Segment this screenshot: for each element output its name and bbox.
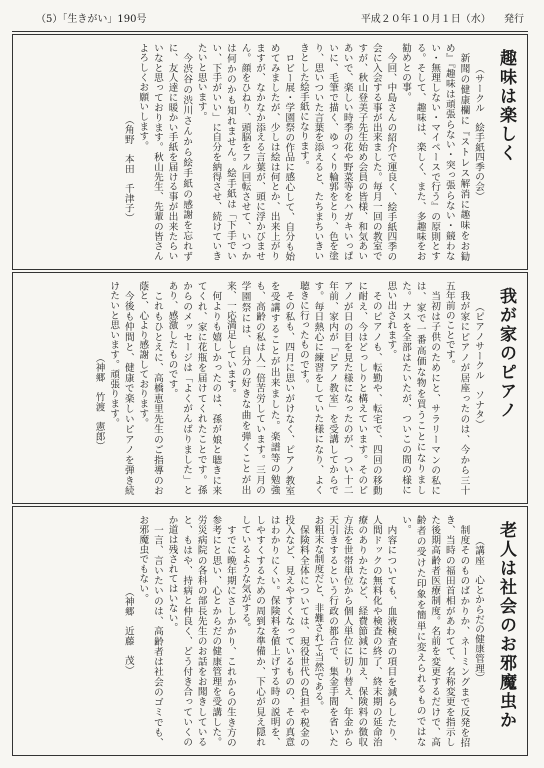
paragraph: その私も、四月に思いがけなく、ピアノ教室を受講することが出来ました。楽譜等の勉強も、高齢の私は人一倍苦労しています。三月の学園祭には、自分の好きな曲を弾くことが出来、一応満足しています。	[224, 281, 295, 495]
article-title: 老人は社会のお邪魔虫か	[496, 521, 516, 730]
paragraph: 制度そのものばかりか、ネーミングまで反発を招き、当時の福田首相があわてて、名称変更を指示した後期高齢者医療制度。名前を変更するだけで、高齢者の受けた印象を簡単に変えられるものではない。	[400, 515, 470, 747]
paragraph: 新聞の健康欄に『ストレス解消に趣味をお勧め』『趣味は頑張らない・突っ張らない・競わない・無理しない・マイペースで行う』の原則とする。そして、趣味は、楽しく、また、多趣味をお勧めとの事。	[400, 43, 470, 261]
paragraph: 何よりも嬉しかったのは、孫が娘と聴きに来てくれ、家に花瓶を届けてくれたことです。孫からのメッセージは「よくがんばりました」とあり、感激したものです。	[166, 281, 222, 495]
issue-date: 平成２０年１０月１日（水）	[360, 14, 491, 25]
article-byline: （角野 本田 千津子）	[122, 115, 134, 223]
paragraph: 今回、中島さんの紹介で運良く、絵手紙四季の会に入会する事が出来ました。毎月一回の教室ですが、秋山登美子先生始め会員の皆様、和気あいあいで、楽しい時季の花や野菜等をハガキいっぱいに、毛筆で描く、ゆっくり輪郭をとり、色を塗り、思いついた言葉を添えると、たちまちいきいきとした絵手紙になります。	[297, 43, 397, 261]
paragraph: 当初は子供のためにと、サラリーマンの私には、家で一番高価な物を買うことになりました。ナスを全部はたいたが、ついこの間の様に思い出されます。	[385, 281, 441, 495]
paragraph: すでに晩年期にさしかかり、これからの生き方の参考にと思い、心とからだの健康管理を受講した。労災病院の各科の部長先生のお話をお聞きしていると、もはや、持病と仲良く、どう付き合っていくのか道は残されてはいない。	[166, 515, 236, 747]
paragraph: ロビー展・学園祭の作品に感心して、自分も始めてみましたが、少しは絵は何とか、出来上がりますが、なかなか添える言葉が、頭に浮かびません。顔をひねり、頭脳をフル回転させて、いつかは何かのかも知れません。絵手紙は「下手でいい、下手がいい」に自分を納得させ、続けていきたいと思います。	[195, 43, 295, 261]
article-body	[21, 281, 485, 495]
issue-date-group	[351, 10, 524, 30]
article-body	[21, 43, 485, 261]
issue-number: （5）「生きがい」190号	[36, 14, 147, 25]
article-subtitle: （ピアノサークル ソナタ）	[473, 302, 484, 430]
paragraph: 内容についても、血液検査の項目を減らしたり、人間ドックの無料化や検査の終了、終末期の延命治療のありかたなど、経費節減に加え、保険料の徴収方法を世帯単位から個人単位に切り替え、年金から天引きするという行政の都合で、集金手間を省いたお粗末な制度だと、非難されて当然である。	[312, 515, 397, 747]
page-header	[12, 10, 528, 30]
article-subtitle: （サークル 絵手紙四季の会）	[473, 64, 484, 202]
paragraph: 今渋谷の渋川さんから絵手紙の感謝を忘れずに、友人達に暖かい手紙を届ける事が出来たらいいなと思っております。秋山先生、先輩の皆さんよろしくお願いします。	[137, 43, 193, 261]
article-piano	[12, 272, 528, 504]
article-title: 趣味は楽しく	[496, 49, 516, 163]
paragraph: 我が家にピアノが居座ったのは、今から三十五年前のことです。	[443, 281, 470, 495]
article-elderly	[12, 506, 528, 756]
article-hobby	[12, 34, 528, 270]
article-title: 我が家のピアノ	[496, 287, 516, 420]
article-subtitle: （講座 心とからだの健康管理）	[473, 536, 484, 684]
published-label: 発行	[504, 14, 524, 25]
article-byline: （神郷 竹渡 憲郎）	[93, 353, 105, 451]
article-body	[21, 515, 485, 747]
paragraph: 今後も仲間と、健康で楽しいピアノを弾き続けたいと思います。頑張ります。	[108, 281, 134, 495]
header-rule	[12, 31, 528, 32]
paragraph: 保険料全体については、現役世代の負担や税金の投入など、見えやすくなっているものの、その真意はわかりにくい。保険料を値上げする時の説明を、しやすくするための周到な準備か、下心が見え隠れしているような気がする。	[239, 515, 309, 747]
paragraph: そのピアノも、転勤や、転宅で、四回の移動に耐え、今はどっしりと構えています。そのピアノが日の目を見た様になったのが、つい十二年前、家内が「ピアノ教室」を受講してからです。毎日熱心に練習をしていた様になり、よく聴きに行ったものです。	[297, 281, 382, 495]
paragraph: これもひとえに、高橋恵里先生のご指導のお蔭と、心より感謝しております。	[137, 281, 163, 495]
article-byline: （神郷 近藤 茂）	[122, 587, 134, 676]
newsletter-page	[12, 10, 528, 758]
paragraph: 一言、言いたいのは、高齢者は社会のゴミでも、お邪魔虫でもない。	[137, 515, 163, 747]
